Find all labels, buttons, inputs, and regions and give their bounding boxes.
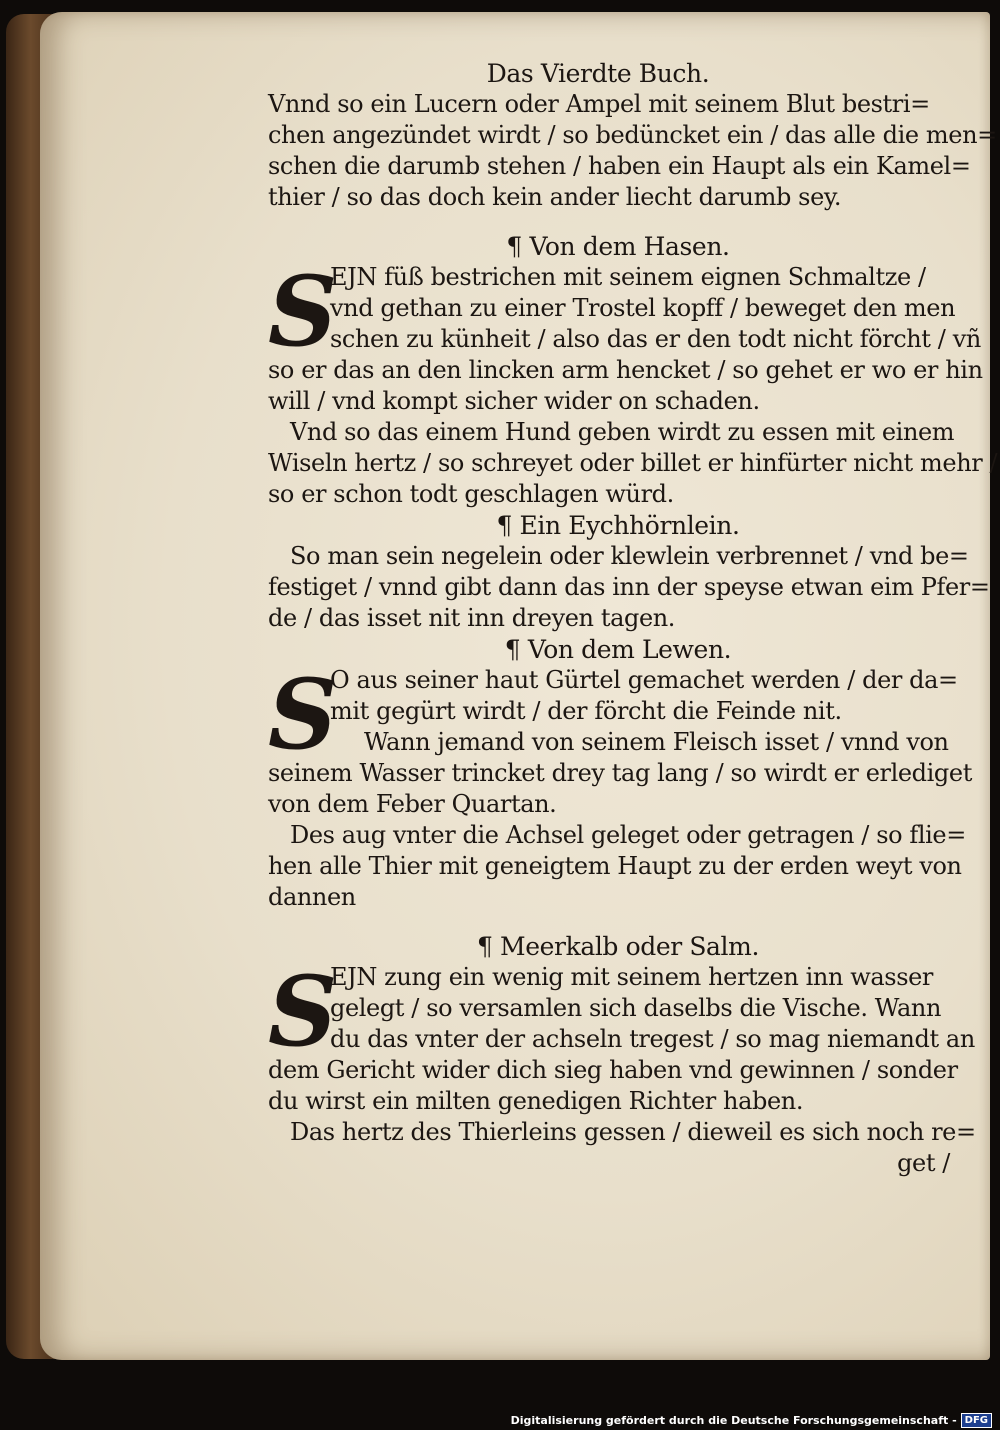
- section-heading: ¶ Von dem Lewen.: [504, 635, 732, 664]
- running-head: Das Vierdte Buch.: [486, 59, 710, 88]
- text-line: thier / so das doch kein ander liecht darumb sey.: [268, 183, 842, 211]
- text-line: Wann jemand von seinem Fleisch isset / vnnd von: [364, 728, 949, 756]
- drop-cap-initial: S: [268, 255, 337, 368]
- text-line: EJN füß bestrichen mit seinem eignen Schmaltze /: [330, 263, 926, 291]
- text-line: so er das an den lincken arm hencket / so gehet er wo er hin: [268, 356, 983, 384]
- text-line: hen alle Thier mit geneigtem Haupt zu der erden weyt von: [268, 852, 962, 880]
- section-heading: ¶ Ein Eychhörnlein.: [496, 511, 740, 540]
- section-salm: [268, 955, 976, 1179]
- text-line: Wiseln hertz / so schreyet oder billet er hinfürter nicht mehr /: [268, 449, 998, 477]
- text-line: schen die darumb stehen / haben ein Haupt als ein Kamel=: [268, 152, 971, 180]
- text-line: Des aug vnter die Achsel geleget oder getragen / so flie=: [290, 821, 966, 849]
- text-line: Das hertz des Thierleins gessen / dieweil es sich noch re=: [290, 1118, 976, 1146]
- section-lewe: [268, 658, 972, 913]
- text-line: seinem Wasser trincket drey tag lang / so wirdt er erlediget: [268, 759, 972, 787]
- text-line: vnd gethan zu einer Trostel kopff / beweget den men: [330, 294, 956, 322]
- digitization-credit: [511, 1413, 992, 1428]
- text-line: chen angezündet wirdt / so bedüncket ein / das alle die men=: [268, 121, 997, 149]
- text-line: du das vnter der achseln tregest / so mag niemandt an: [330, 1025, 975, 1053]
- section-hase: [268, 255, 998, 510]
- text-line: EJN zung ein wenig mit seinem hertzen inn wasser: [330, 963, 933, 991]
- text-line: dem Gericht wider dich sieg haben vnd gewinnen / sonder: [268, 1056, 958, 1084]
- text-line: schen zu künheit / also das er den todt nicht förcht / vñ: [330, 325, 981, 353]
- text-line: du wirst ein milten genedigen Richter haben.: [268, 1087, 804, 1115]
- text-line: mit gegürt wirdt / der förcht die Feinde nit.: [330, 697, 842, 725]
- text-line: de / das isset nit inn dreyen tagen.: [268, 604, 676, 632]
- text-line: Vnd so das einem Hund geben wirdt zu essen mit einem: [290, 418, 955, 446]
- text-line: Vnnd so ein Lucern oder Ampel mit seinem Blut bestri=: [268, 90, 930, 118]
- text-line: dannen: [268, 883, 356, 911]
- section-heading: ¶ Meerkalb oder Salm.: [476, 932, 760, 961]
- dfg-logo: DFG: [961, 1413, 992, 1428]
- text-line: von dem Feber Quartan.: [268, 790, 557, 818]
- text-line: so er schon todt geschlagen würd.: [268, 480, 674, 508]
- page-text: [268, 58, 998, 1179]
- catchword: get /: [897, 1149, 950, 1177]
- drop-cap-initial: S: [268, 658, 337, 771]
- text-line: O aus seiner haut Gürtel gemachet werden / der da=: [330, 666, 958, 694]
- drop-cap-initial: S: [268, 955, 337, 1068]
- text-line: gelegt / so versamlen sich daselbs die Vische. Wann: [330, 994, 942, 1022]
- text-line: will / vnd kompt sicher wider on schaden.: [268, 387, 760, 415]
- credit-text: Digitalisierung gefördert durch die Deutsche Forschungsgemeinschaft -: [510, 1414, 957, 1427]
- text-line: So man sein negelein oder klewlein verbrennet / vnd be=: [290, 542, 969, 570]
- section-heading: ¶ Von dem Hasen.: [506, 232, 730, 261]
- text-line: festiget / vnnd gibt dann das inn der speyse etwan eim Pfer=: [268, 573, 990, 601]
